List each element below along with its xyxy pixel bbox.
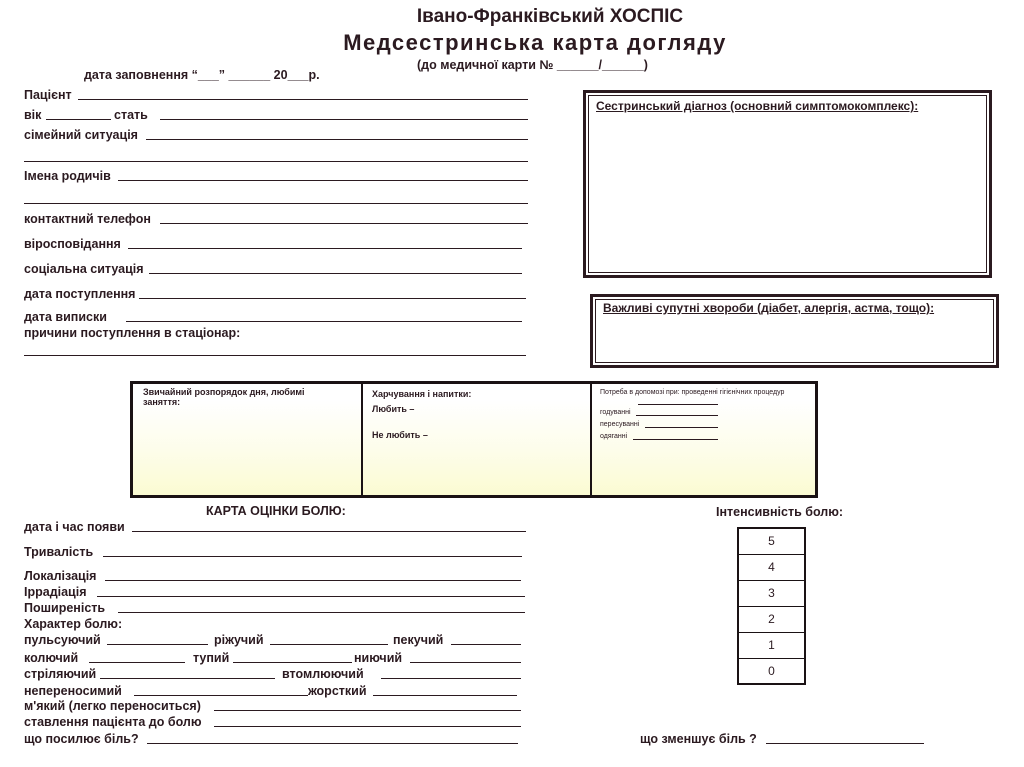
pain-intensity-scale: [737, 527, 806, 685]
phone-field[interactable]: [160, 223, 528, 224]
pain-card-title: КАРТА ОЦІНКИ БОЛЮ:: [206, 504, 346, 518]
stabbing-label: колючий: [24, 651, 79, 665]
age-field[interactable]: [46, 119, 111, 120]
pain-intensity-title: Інтенсивність болю:: [716, 505, 844, 519]
family-situation-label: сімейний ситуація: [24, 128, 138, 142]
card-title: Медсестринська карта догляду: [343, 30, 727, 55]
pain-onset-field[interactable]: [132, 531, 526, 532]
family-situation-field-2[interactable]: [24, 161, 528, 162]
pain-irradiation-field[interactable]: [97, 596, 525, 597]
pain-decreases-field[interactable]: [766, 743, 924, 744]
pain-increases-label: що посилює біль?: [24, 732, 139, 746]
unbearable-field[interactable]: [134, 695, 308, 696]
family-situation-field[interactable]: [146, 139, 528, 140]
cutting-label: ріжучий: [214, 633, 264, 647]
shooting-label: стріляючий: [24, 667, 97, 681]
patient-name-field[interactable]: [78, 99, 528, 100]
assistance-dressing-field[interactable]: [633, 439, 718, 440]
daily-routine-label: Звичайний розпорядок дня, любимі заняття:: [143, 387, 305, 407]
relatives-label: Імена родичів: [24, 169, 111, 183]
burning-label: пекучий: [393, 633, 444, 647]
dull-label: тупий: [193, 651, 230, 665]
dull-field[interactable]: [233, 662, 352, 663]
burning-field[interactable]: [451, 644, 521, 645]
relatives-field-2[interactable]: [24, 203, 528, 204]
stabbing-field[interactable]: [89, 662, 185, 663]
pain-decreases-label: що зменшує біль ?: [640, 732, 757, 746]
cutting-field[interactable]: [270, 644, 388, 645]
pain-attitude-label: ставлення пацієнта до болю: [24, 715, 202, 729]
pain-attitude-field[interactable]: [214, 726, 521, 727]
assistance-moving-label: пересуванні: [600, 421, 640, 428]
comorbidities-label: Важливі супутні хвороби (діабет, алергія, астма, тощо):: [603, 301, 935, 315]
assistance-moving-field[interactable]: [645, 427, 718, 428]
pain-location-field[interactable]: [105, 580, 521, 581]
fill-date-field[interactable]: дата заповнення “___” ______ 20___р.: [84, 68, 320, 82]
admission-date-label: дата поступлення: [24, 287, 136, 301]
nutrition-label: Харчування і напитки:: [372, 389, 472, 399]
shooting-field[interactable]: [100, 678, 275, 679]
care-needs-table: [130, 381, 818, 498]
admission-date-field[interactable]: [139, 298, 526, 299]
pain-level-1[interactable]: 1: [739, 633, 804, 659]
assistance-hygiene-label: Потреба в допомозі при: проведенні гігієнічних процедур: [600, 389, 785, 396]
harsh-label: жорсткий: [308, 684, 367, 698]
pain-level-4[interactable]: 4: [739, 555, 804, 581]
sex-label: стать: [114, 108, 148, 122]
aching-field[interactable]: [410, 662, 521, 663]
exhausting-field[interactable]: [381, 678, 521, 679]
pain-irradiation-label: Іррадіація: [24, 585, 87, 599]
pain-level-5[interactable]: 5: [739, 529, 804, 555]
aching-label: ниючий: [354, 651, 403, 665]
sex-field[interactable]: [160, 119, 528, 120]
pain-duration-field[interactable]: [103, 556, 522, 557]
assistance-dressing-label: одяганні: [600, 433, 628, 440]
pain-onset-label: дата і час появи: [24, 520, 125, 534]
religion-label: віросповідання: [24, 237, 121, 251]
pain-level-3[interactable]: 3: [739, 581, 804, 607]
discharge-date-field[interactable]: [126, 321, 522, 322]
pain-spread-field[interactable]: [118, 612, 525, 613]
soft-field[interactable]: [214, 710, 521, 711]
soft-label: м'який (легко переноситься): [24, 699, 201, 713]
age-label: вік: [24, 108, 42, 122]
assistance-hygiene-field[interactable]: [638, 404, 718, 405]
exhausting-label: втомлюючий: [282, 667, 364, 681]
pain-spread-label: Поширеність: [24, 601, 106, 615]
assistance-feeding-field[interactable]: [636, 415, 718, 416]
pulsing-field[interactable]: [107, 644, 208, 645]
phone-label: контактний телефон: [24, 212, 151, 226]
pain-character-label: Характер болю:: [24, 617, 123, 631]
unbearable-label: непереносимий: [24, 684, 122, 698]
assistance-feeding-label: годуванні: [600, 409, 631, 416]
admission-reasons-field[interactable]: [24, 355, 526, 356]
pain-location-label: Локалізація: [24, 569, 97, 583]
social-situation-label: соціальна ситуація: [24, 262, 144, 276]
social-situation-field[interactable]: [149, 273, 522, 274]
admission-reasons-label: причини поступлення в стаціонар:: [24, 326, 241, 340]
pain-level-2[interactable]: 2: [739, 607, 804, 633]
nursing-diagnosis-inner-frame: [588, 95, 987, 273]
hospice-title: Івано-Франківський ХОСПІС: [416, 6, 684, 27]
relatives-field[interactable]: [118, 180, 528, 181]
medical-card-reference: (до медичної карти № ______/______): [417, 58, 648, 72]
pain-level-0[interactable]: 0: [768, 664, 775, 678]
religion-field[interactable]: [128, 248, 522, 249]
pulsing-label: пульсуючий: [24, 633, 101, 647]
nutrition-dislikes-label: Не любить –: [372, 430, 428, 440]
nutrition-likes-label: Любить –: [372, 404, 415, 414]
pain-duration-label: Тривалість: [24, 545, 94, 559]
discharge-date-label: дата виписки: [24, 310, 107, 324]
patient-label: Пацієнт: [24, 88, 72, 102]
pain-increases-field[interactable]: [147, 743, 518, 744]
harsh-field[interactable]: [373, 695, 517, 696]
nursing-diagnosis-label: Сестринський діагноз (основний симптомокомплекс):: [596, 99, 919, 113]
